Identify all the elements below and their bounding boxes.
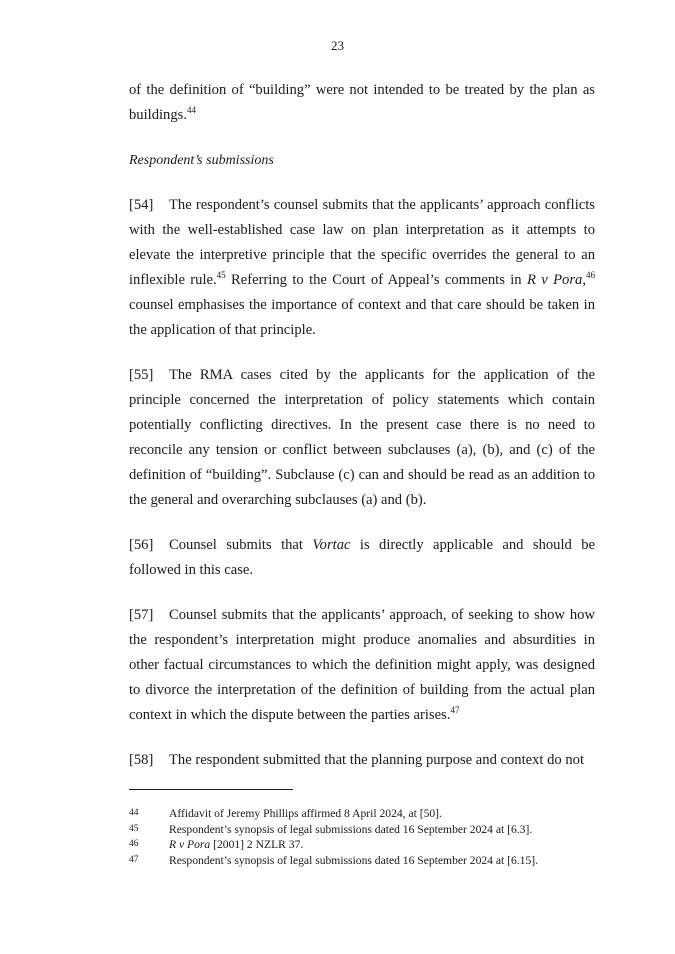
judgment-body [129, 78, 595, 773]
footnote-44 [129, 806, 599, 822]
paragraph-text: The respondent’s counsel submits that the applicants’ approach conflicts with the well-established case law on plan interpretation as it attempts to elevate the interpretive principle that the specific overrides the general to an inflexible rule. [129, 197, 595, 288]
paragraph-54 [129, 193, 595, 343]
footnote-number: 44 [129, 808, 139, 818]
case-name: R v Pora [526, 272, 583, 288]
paragraph-text: The respondent submitted that the planning purpose and context do not [169, 752, 585, 768]
paragraph-text: Referring to the Court of Appeal’s comments in [225, 272, 527, 288]
paragraph-text: , [582, 272, 586, 288]
continuation-text: of the definition of “building” were not intended to be treated by the plan as buildings. [129, 82, 595, 123]
footnote-number: 45 [129, 823, 139, 834]
paragraph-text: counsel emphasises the importance of context and that care should be taken in the application of that principle. [129, 297, 595, 338]
citation: [2001] 2 NZLR 37. [210, 838, 304, 851]
footnotes [129, 806, 599, 868]
paragraph-55 [129, 363, 595, 513]
paragraph-58 [129, 748, 595, 773]
footnote-ref-47[interactable]: 47 [450, 705, 460, 716]
section-heading: Respondent’s submissions [129, 153, 274, 168]
page-number: 23 [331, 38, 344, 53]
paragraph-number: [55] [129, 367, 154, 383]
paragraph-text: The RMA cases cited by the applicants for the application of the principle concerned the interpretation of policy statements which contain potentially conflicting directives. In the present case there is no need to reconcile any tension or conflict between subclauses (a), (b), and (c) of the definition of “building”. Subclause (c) can and should be read as an addition to the general and overarching subclauses (a) and (b). [129, 367, 595, 508]
footnote-text [169, 837, 599, 853]
continuation-paragraph [129, 78, 595, 128]
paragraph-number: [57] [129, 607, 154, 623]
footnote-text: Affidavit of Jeremy Phillips affirmed 8 April 2024, at [50]. [169, 807, 442, 820]
footnote-ref-45[interactable]: 45 [216, 270, 226, 281]
footnote-47 [129, 853, 599, 869]
paragraph-text: Counsel submits that the applicants’ approach, of seeking to show how the respondent’s interpretation might produce anomalies and absurdities in other factual circumstances to which the definition might apply, was designed to divorce the interpretation of the definition of building from the actual plan context in which the dispute between the parties arises. [129, 607, 595, 723]
paragraph-text: is directly applicable and should be followed in this case. [129, 537, 595, 578]
footnote-text: Respondent’s synopsis of legal submissions dated 16 September 2024 at [6.3]. [169, 822, 533, 836]
footnote-ref-44[interactable]: 44 [186, 105, 196, 116]
paragraph-number: [58] [129, 752, 154, 768]
footnote-46 [129, 837, 599, 853]
paragraph-text: Counsel submits that [169, 537, 313, 553]
paragraph-number: [56] [129, 537, 154, 553]
paragraph-56 [129, 533, 595, 583]
footnote-number: 47 [129, 854, 139, 865]
footnote-text: Respondent’s synopsis of legal submissions dated 16 September 2024 at [6.15]. [169, 853, 539, 867]
footnote-ref-46[interactable]: 46 [585, 270, 595, 281]
case-name: Vortac [312, 537, 351, 553]
footnote-separator [129, 789, 293, 790]
paragraph-57 [129, 603, 595, 728]
footnote-number: 46 [129, 839, 139, 849]
case-name: R v Pora [169, 838, 211, 851]
footnote-45 [129, 822, 599, 838]
paragraph-number: [54] [129, 197, 154, 213]
